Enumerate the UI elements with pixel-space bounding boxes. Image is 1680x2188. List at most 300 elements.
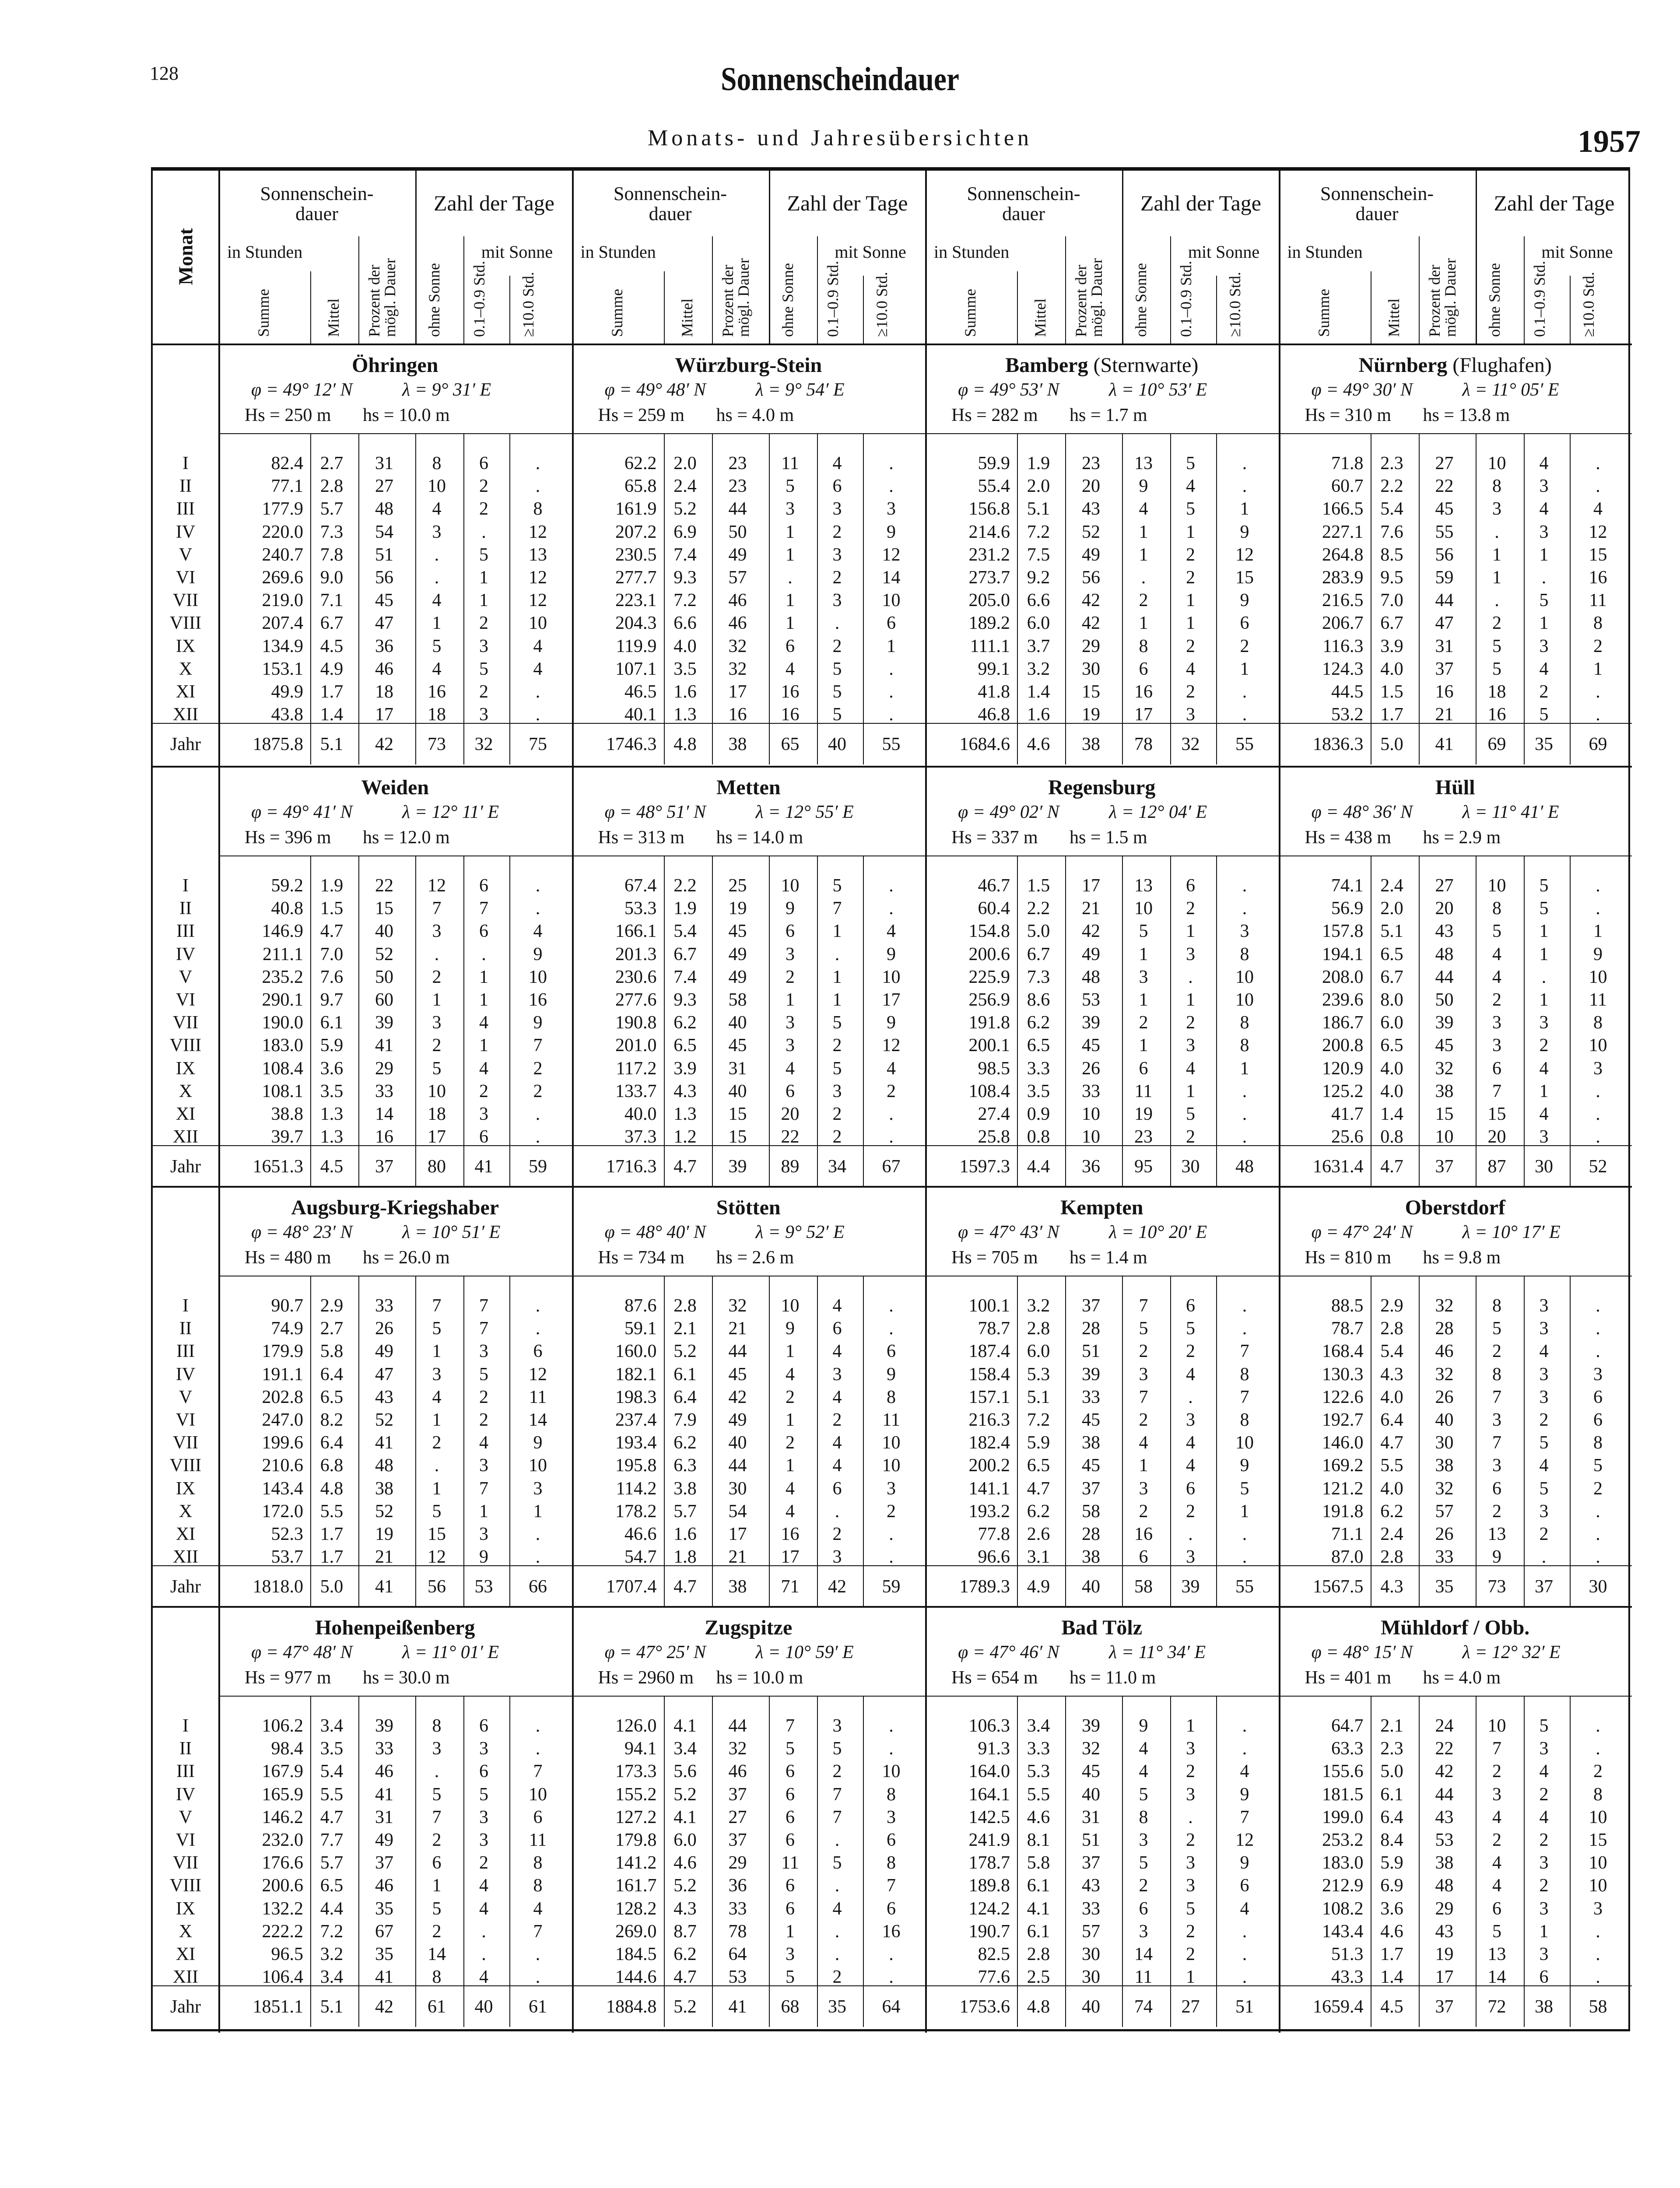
data-cell: 1 [1139,1455,1148,1476]
station-latitude: φ = 47° 43′ N [958,1222,1059,1242]
data-cell: 4 [1539,1058,1549,1079]
data-cell: 4 [1186,1455,1195,1476]
data-cell: 1 [1139,990,1148,1010]
data-column-divider [1419,1696,1420,2027]
data-cell: 7 [1139,1296,1148,1316]
data-cell: 2 [1492,1830,1501,1850]
year-total-cell: 4.4 [1027,1157,1050,1177]
data-column-divider [1170,856,1171,1187]
data-cell: 6.8 [320,1455,344,1476]
year-total-cell: 1875.8 [253,734,303,754]
data-cell: 5 [1539,1716,1549,1736]
data-cell: 9 [1240,1784,1249,1805]
station-elevation: Hs = 259 m [598,405,685,425]
data-column-divider [310,1696,311,2027]
year-total-cell: 39 [728,1157,747,1177]
data-cell: 4 [1492,944,1501,964]
data-cell: 4.3 [673,1081,697,1101]
data-cell: 1 [786,590,795,611]
data-cell: 45 [1082,1455,1100,1476]
station-longitude: λ = 12° 55′ E [755,802,854,822]
data-cell: 5.1 [1027,1387,1050,1407]
year-total-cell: 74 [1134,1997,1153,2017]
year-total-cell: 38 [728,1577,747,1597]
data-cell: 44 [728,1455,747,1476]
month-label: I [182,1716,189,1736]
data-column-divider [1065,1696,1066,2027]
data-cell: 9 [887,944,896,964]
data-cell: 5 [432,636,442,656]
data-cell: 7 [1492,1739,1501,1759]
data-cell: 49 [375,1341,393,1362]
month-label: IX [175,1058,196,1079]
data-column-divider [415,856,416,1187]
data-cell: 220.0 [262,522,303,542]
data-cell: 4.3 [1380,1364,1403,1385]
data-cell: 17 [781,1547,800,1567]
year-total-cell: 41 [474,1157,493,1177]
data-cell: 19 [1134,1104,1153,1124]
header-divider [310,271,311,344]
data-cell: 2 [1186,1830,1195,1850]
data-cell: 55 [1435,522,1454,542]
data-cell: 60.4 [978,898,1010,919]
data-cell: 3.5 [673,659,697,679]
data-cell: 57 [728,568,747,588]
data-column-divider [310,433,311,764]
range-short-column-label: 0.1–0.9 Std. [1530,260,1548,337]
data-cell: 51 [1082,1341,1100,1362]
data-cell: 45 [1082,1761,1100,1782]
data-cell: . [889,1104,894,1124]
data-cell: 6.9 [673,522,697,542]
data-cell: 1 [832,990,842,1010]
year-total-cell: 1746.3 [606,734,657,754]
data-cell: 53.2 [1331,705,1364,725]
data-cell: 8 [1240,1410,1249,1430]
data-cell: 5 [1539,898,1549,919]
data-cell: 33 [1082,1081,1100,1101]
data-cell: 153.1 [262,659,303,679]
data-column-divider [463,1696,464,2027]
data-cell: 40.0 [624,1104,657,1124]
data-cell: 199.0 [1322,1807,1364,1827]
data-cell: 49.9 [271,682,303,702]
year-total-cell: 4.7 [673,1577,697,1597]
data-cell: 125.2 [1322,1081,1364,1101]
data-column-divider [863,1696,864,2027]
data-cell: 87.6 [624,1296,657,1316]
data-cell: 33 [1082,1898,1100,1919]
month-label: IX [175,636,196,656]
station-elevation: Hs = 401 m [1305,1668,1392,1688]
data-column-divider [358,856,359,1187]
month-label: VIII [169,613,202,634]
data-cell: 6 [1492,1478,1501,1499]
year-total-label: Jahr [170,1157,201,1177]
data-cell: 212.9 [1322,1876,1364,1896]
data-cell: 51 [1082,1830,1100,1850]
data-cell: 1 [479,568,488,588]
data-cell: 1 [432,1341,442,1362]
data-cell: 3 [887,1807,896,1827]
data-cell: 5 [1139,1318,1148,1339]
data-cell: 142.5 [968,1807,1010,1827]
data-cell: 16 [1589,568,1607,588]
data-cell: 130.3 [1322,1364,1364,1385]
data-cell: 9 [887,1364,896,1385]
data-cell: 28 [1082,1524,1100,1544]
data-cell: 6.0 [1380,1013,1403,1033]
mean-column-label: Mittel [1031,298,1049,337]
month-label: VI [175,1830,196,1850]
data-cell: 94.1 [624,1739,657,1759]
data-cell: 2.4 [1380,1524,1403,1544]
data-cell: 27 [375,476,393,497]
data-column-divider [1524,433,1525,764]
data-cell: 6 [786,1830,795,1850]
data-cell: 5 [479,1784,488,1805]
data-cell: 6.2 [1027,1013,1050,1033]
data-cell: 16 [781,1524,800,1544]
data-cell: 32 [728,659,747,679]
data-cell: 16 [1134,682,1153,702]
data-column-divider [1524,1696,1525,2027]
data-cell: 3 [1539,476,1549,497]
data-cell: 192.7 [1322,1410,1364,1430]
year-total-cell: 5.1 [320,734,344,754]
data-cell: 0.8 [1380,1127,1403,1147]
data-cell: 108.2 [1322,1898,1364,1919]
year-total-cell: 1884.8 [606,1997,657,2017]
data-cell: 3 [1593,1058,1603,1079]
data-column-divider [817,1276,818,1607]
data-cell: 2 [479,1081,488,1101]
data-cell: 4 [1539,1761,1549,1782]
data-cell: 8 [1139,1807,1148,1827]
data-cell: 8 [887,1853,896,1873]
data-cell: 49 [728,544,747,565]
data-cell: 4 [1186,476,1195,497]
data-column-divider [358,433,359,764]
data-cell: 49 [375,1830,393,1850]
month-label: IX [175,1898,196,1919]
data-cell: 17 [1134,705,1153,725]
data-cell: 3 [479,1739,488,1759]
data-cell: 6.5 [1380,1035,1403,1056]
station-latitude: φ = 49° 12′ N [251,380,353,400]
data-cell: 8 [887,1387,896,1407]
data-cell: . [1242,1318,1247,1339]
data-cell: . [889,1524,894,1544]
data-cell: 4 [1492,1853,1501,1873]
data-cell: 2 [479,476,488,497]
data-cell: 247.0 [262,1410,303,1430]
data-cell: 4 [1539,659,1549,679]
station-longitude: λ = 10° 51′ E [402,1222,501,1242]
data-cell: 2 [1492,613,1501,634]
data-cell: 6.6 [1027,590,1050,611]
data-cell: 3.2 [1027,659,1050,679]
data-cell: 8 [1240,944,1249,964]
data-cell: 2.5 [1027,1967,1050,1988]
data-cell: 7.0 [1380,590,1403,611]
data-cell: 146.9 [262,921,303,942]
data-cell: 3 [1539,1898,1549,1919]
data-cell: 5.9 [1380,1853,1403,1873]
data-cell: 37 [1082,1478,1100,1499]
data-cell: 1 [432,1478,442,1499]
data-cell: 4 [1492,1807,1501,1827]
data-cell: 6.5 [320,1387,344,1407]
station-name-text: Augsburg-Kriegshaber [291,1196,499,1219]
data-cell: 232.0 [262,1830,303,1850]
data-cell: 39.7 [271,1127,303,1147]
data-cell: 52 [375,1410,393,1430]
data-cell: 5.7 [320,1853,344,1873]
data-cell: 25.8 [978,1127,1010,1147]
data-cell: . [835,1830,840,1850]
data-cell: 5.2 [673,1784,697,1805]
data-cell: 17 [728,1524,747,1544]
header-divider [664,271,665,344]
data-cell: 178.2 [615,1501,657,1522]
data-cell: 40 [728,1013,747,1033]
data-cell: 2 [533,1081,543,1101]
data-cell: 6 [1186,1296,1195,1316]
data-cell: 230.6 [615,967,657,987]
data-cell: 60 [375,990,393,1010]
data-column-divider [415,1276,416,1607]
data-cell: 1 [1186,613,1195,634]
year-total-cell: 58 [1134,1577,1153,1597]
data-cell: 1 [786,990,795,1010]
data-cell: 82.4 [271,453,303,473]
data-cell: 7 [786,1716,795,1736]
percent-column-label: Prozent der mögl. Dauer [1072,258,1105,337]
data-cell: 204.3 [615,613,657,634]
data-cell: 23 [1082,453,1100,473]
data-cell: 9 [887,522,896,542]
data-cell: 8 [1492,1296,1501,1316]
data-cell: 12 [882,544,901,565]
data-cell: 4 [887,921,896,942]
data-cell: 2.2 [1380,476,1403,497]
data-cell: 9 [533,944,543,964]
data-cell: 2 [1593,1761,1603,1782]
data-cell: 36 [375,636,393,656]
data-cell: 5.3 [1027,1761,1050,1782]
data-cell: . [434,544,439,565]
data-cell: 65.8 [624,476,657,497]
sensor-height: hs = 4.0 m [1423,1668,1501,1688]
data-cell: 6.4 [320,1364,344,1385]
data-cell: 2 [1492,1341,1501,1362]
data-cell: 45 [728,921,747,942]
data-cell: 38 [1435,1455,1454,1476]
data-cell: 10 [428,1081,446,1101]
data-cell: 10 [882,1433,901,1453]
data-cell: 6 [432,1853,442,1873]
year-total-cell: 37 [1435,1997,1454,2017]
year-total-cell: 1836.3 [1313,734,1364,754]
data-cell: 78.7 [1331,1318,1364,1339]
year-total-cell: 35 [828,1997,846,2017]
data-cell: 4 [1139,499,1148,519]
no-sun-column-label: ohne Sonne [1485,263,1503,337]
data-cell: 26 [375,1318,393,1339]
data-cell: 166.1 [615,921,657,942]
data-cell: 10 [1235,1433,1254,1453]
data-cell: 38 [1082,1433,1100,1453]
sensor-height: hs = 30.0 m [363,1668,450,1688]
data-column-divider [1419,433,1420,764]
data-cell: 16 [1134,1524,1153,1544]
data-column-divider [463,856,464,1187]
data-cell: 5 [1539,590,1549,611]
data-cell: 8 [1492,476,1501,497]
data-cell: 1 [432,990,442,1010]
year-total-cell: 4.7 [673,1157,697,1177]
year-total-cell: 56 [428,1577,446,1597]
data-cell: 4 [786,1058,795,1079]
data-cell: 16 [428,682,446,702]
data-cell: . [1242,1081,1247,1101]
data-cell: 219.0 [262,590,303,611]
data-cell: 5.7 [320,499,344,519]
data-cell: 2.4 [1380,876,1403,896]
data-cell: 56 [375,568,393,588]
data-cell: 51 [375,544,393,565]
month-label: II [179,898,192,919]
data-cell: . [1596,898,1600,919]
data-cell: 225.9 [968,967,1010,987]
data-column-divider [415,1696,416,2027]
data-cell: 5.0 [1027,921,1050,942]
data-cell: 46.8 [978,705,1010,725]
data-cell: 87.0 [1331,1547,1364,1567]
data-cell: 6 [887,1341,896,1362]
data-cell: 6.1 [320,1013,344,1033]
hours-subheader: in Stunden [1287,242,1363,262]
data-cell: 2 [786,1387,795,1407]
data-cell: 7.7 [320,1830,344,1850]
data-cell: 240.7 [262,544,303,565]
percent-column-label: Prozent der mögl. Dauer [719,258,752,337]
month-label: III [176,1341,195,1362]
data-column-divider [1170,433,1171,764]
data-cell: 7 [479,1478,488,1499]
data-cell: 2 [1539,1784,1549,1805]
year-total-cell: 61 [529,1997,547,2017]
data-column-divider [1524,1276,1525,1607]
station-latitude: φ = 48° 15′ N [1311,1642,1413,1662]
data-cell: 3 [1539,522,1549,542]
data-cell: 231.2 [968,544,1010,565]
data-cell: 9.5 [1380,568,1403,588]
data-cell: 5.5 [1027,1784,1050,1805]
data-cell: 8 [533,499,543,519]
data-cell: 4.6 [1027,1807,1050,1827]
month-label: XII [172,1967,199,1988]
data-cell: 2.1 [1380,1716,1403,1736]
data-cell: 7.1 [320,590,344,611]
data-cell: 1 [432,1410,442,1430]
year-total-cell: 55 [1235,1577,1254,1597]
data-cell: 9 [533,1013,543,1033]
data-cell: 216.3 [968,1410,1010,1430]
data-cell: 77.8 [978,1524,1010,1544]
year-total-cell: 5.0 [320,1577,344,1597]
data-cell: 8.5 [1380,544,1403,565]
data-cell: 189.8 [968,1876,1010,1896]
data-cell: 3 [786,1035,795,1056]
station-latitude: φ = 49° 41′ N [251,802,353,822]
data-cell: . [535,1524,540,1544]
data-cell: 216.5 [1322,590,1364,611]
station-latitude: φ = 49° 53′ N [958,380,1059,400]
year-total-cell: 66 [529,1577,547,1597]
data-cell: 5 [1492,659,1501,679]
data-cell: 6.2 [673,1944,697,1964]
year-total-cell: 37 [375,1157,393,1177]
data-cell: 3 [1186,705,1195,725]
header-divider [712,236,713,344]
data-cell: 1 [786,1410,795,1430]
data-cell: 8 [533,1876,543,1896]
data-cell: 5.8 [1027,1853,1050,1873]
data-cell: 15 [728,1127,747,1147]
data-cell: 7 [887,1876,896,1896]
data-cell: . [535,876,540,896]
year-total-cell: 36 [1082,1157,1100,1177]
year-total-cell: 27 [1181,1997,1200,2017]
year-total-cell: 73 [1487,1577,1506,1597]
data-cell: 56 [1435,544,1454,565]
data-cell: 8 [1593,1433,1603,1453]
data-cell: 158.4 [968,1364,1010,1385]
data-cell: 6 [1593,1410,1603,1430]
station-elevation: Hs = 310 m [1305,405,1392,425]
data-cell: 5 [1139,921,1148,942]
station-name-text: Mühldorf / Obb. [1381,1616,1530,1639]
data-cell: 3 [1593,1364,1603,1385]
data-cell: 6.1 [673,1364,697,1385]
data-cell: 39 [375,1013,393,1033]
data-cell: 43.8 [271,705,303,725]
data-cell: 4 [1240,1761,1249,1782]
data-cell: 28 [1082,1318,1100,1339]
station-elevation: Hs = 313 m [598,828,685,848]
data-cell: 40 [375,921,393,942]
data-cell: 201.3 [615,944,657,964]
data-cell: 15 [728,1104,747,1124]
data-cell: 1.3 [673,1104,697,1124]
station-name [218,775,572,799]
data-column-divider [1216,1696,1217,2027]
sum-column-label: Summe [961,288,979,337]
data-cell: . [1596,876,1600,896]
data-cell: 7 [832,898,842,919]
data-cell: 0.8 [1027,1127,1050,1147]
year-total-cell: 1789.3 [959,1577,1010,1597]
data-cell: 58 [1082,1501,1100,1522]
data-cell: 44.5 [1331,682,1364,702]
data-cell: 160.0 [615,1341,657,1362]
data-cell: 77.1 [271,476,303,497]
data-cell: 49 [728,967,747,987]
data-cell: 132.2 [262,1898,303,1919]
